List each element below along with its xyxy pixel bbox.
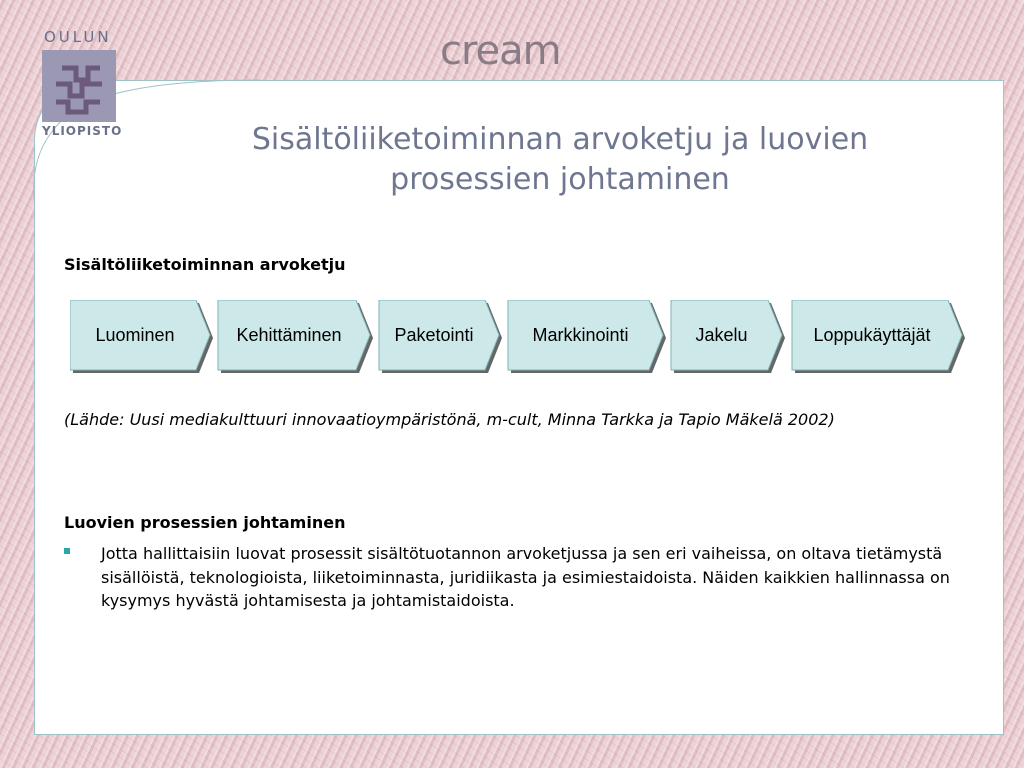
university-logo [38, 28, 124, 146]
cream-logo-text: cream [440, 28, 561, 74]
chain-step-label: Kehittäminen [236, 325, 342, 345]
bullet-item [64, 542, 984, 613]
title-line-2: prosessien johtaminen [390, 162, 730, 197]
chain-step-label: Paketointi [394, 325, 474, 345]
chain-step-2 [218, 300, 373, 373]
bullet-text: Jotta hallittaisiin luovat prosessit sisältötuotannon arvoketjussa ja sen eri vaiheissa, on oltava tietämystä sisällöistä, teknologioista, liiketoiminnasta, juridiikasta ja esimiestaidoista. Näiden kaikkien hallinnassa on kysymys hyvästä johtamisesta ja johtamistaidoista. [101, 544, 950, 610]
creative-heading: Luovien prosessien johtaminen [64, 513, 346, 532]
bullet-square-icon [64, 548, 70, 554]
chain-step-6 [792, 300, 965, 373]
source-note: (Lähde: Uusi mediakulttuuri innovaatioympäristönä, m-cult, Minna Tarkka ja Tapio Mäkelä 2002) [64, 410, 835, 429]
chain-step-label: Markkinointi [532, 325, 629, 345]
chain-step-3 [379, 300, 502, 373]
chain-step-label: Loppukäyttäjät [813, 325, 931, 345]
value-chain-diagram [70, 300, 970, 374]
chain-step-label: Luominen [95, 325, 175, 345]
chain-step-4 [508, 300, 666, 373]
value-chain-heading: Sisältöliiketoiminnan arvoketju [64, 255, 346, 274]
logo-text-top: OULUN [44, 28, 112, 46]
logo-emblem-icon [42, 50, 116, 122]
chain-step-label: Jakelu [695, 325, 748, 345]
logo-text-bottom: YLIOPISTO [42, 124, 123, 138]
slide-title [190, 120, 930, 200]
chain-step-5 [671, 300, 785, 373]
title-line-1: Sisältöliiketoiminnan arvoketju ja luovien [251, 122, 869, 157]
chain-step-1 [70, 300, 213, 373]
